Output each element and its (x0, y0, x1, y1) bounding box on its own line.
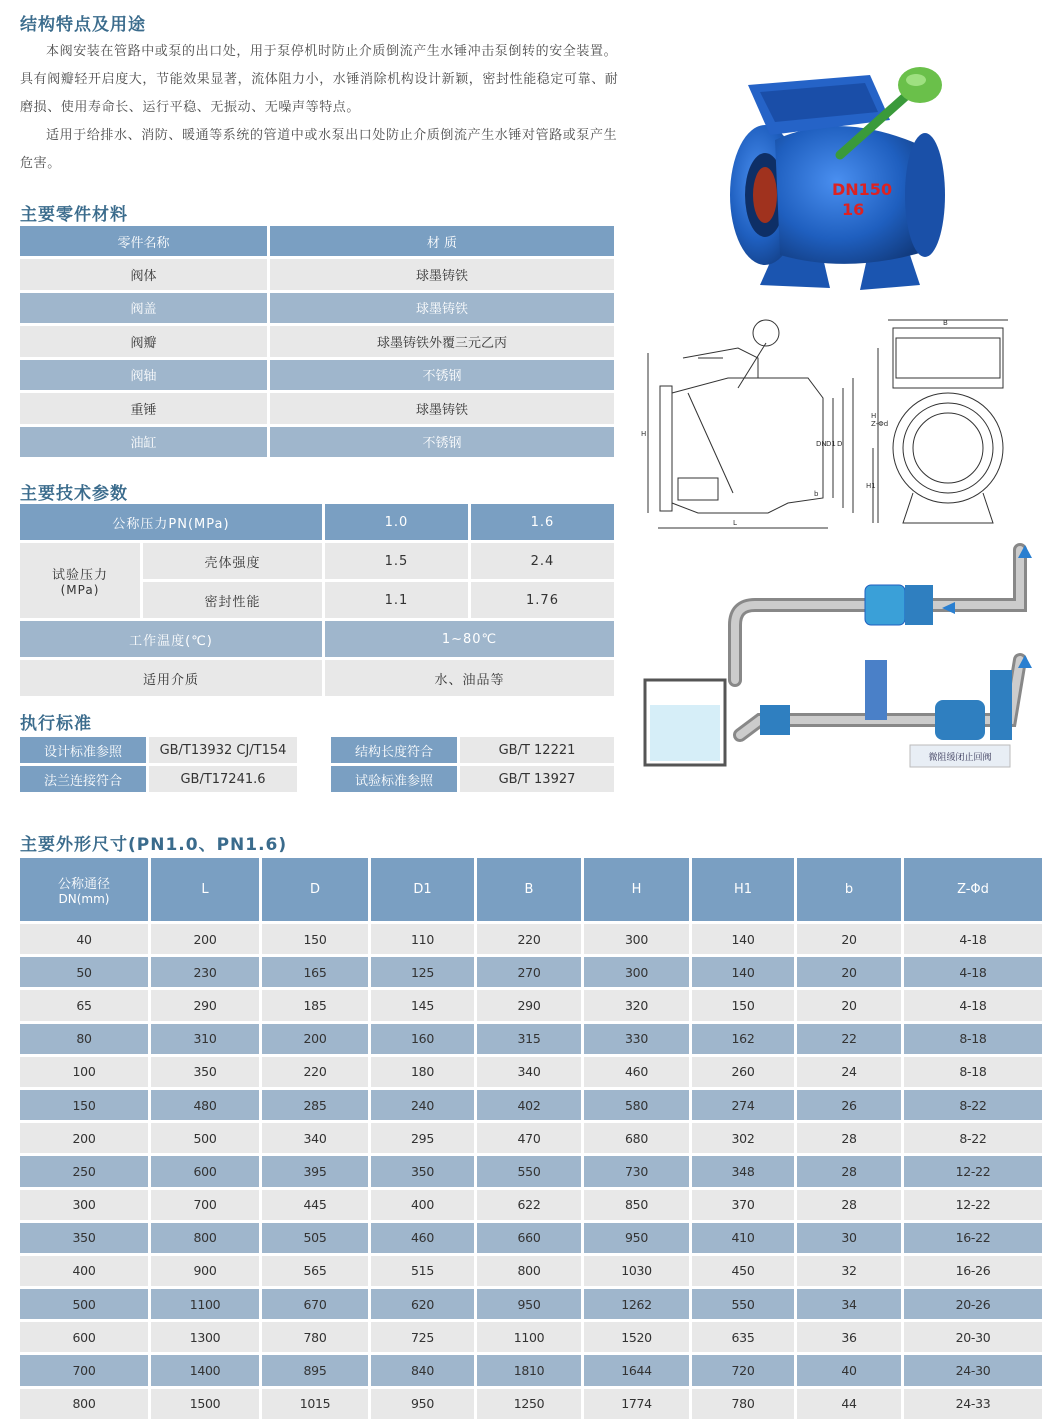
valve-marking-pn: 16 (842, 200, 865, 219)
standards-table (17, 734, 617, 795)
dims-cell: 1644 (584, 1355, 689, 1385)
tech-medium-label: 适用介质 (20, 660, 322, 696)
dims-cell: 140 (692, 924, 794, 954)
dims-cell: 1262 (584, 1289, 689, 1319)
dims-cell: 580 (584, 1090, 689, 1120)
dims-cell: 800 (20, 1389, 148, 1419)
dims-cell: 1774 (584, 1389, 689, 1419)
dims-cell: 8-22 (904, 1090, 1042, 1120)
valve-photo (720, 60, 960, 310)
dims-cell: 622 (477, 1190, 581, 1220)
material-value: 不锈钢 (270, 427, 614, 458)
intro-paragraph-1: 本阀安装在管路中或泵的出口处，用于泵停机时防止介质倒流产生水锤冲击泵倒转的安全装置。具有阀瓣轻开启度大，节能效果显著，流体阻力小，水锤消除机构设计新颖，密封性能稳定可靠、耐磨损、使用寿命长、运行平稳、无振动、无噪声等特点。 (20, 44, 619, 115)
dims-cell: 8-18 (904, 1057, 1042, 1087)
dims-cell: 680 (584, 1123, 689, 1153)
dims-cell: 720 (692, 1355, 794, 1385)
dims-cell: 620 (371, 1289, 474, 1319)
tech-temp-value: 1~80℃ (325, 621, 614, 657)
dims-cell: 80 (20, 1024, 148, 1054)
installation-diagram (640, 540, 1050, 780)
dims-header: b (797, 858, 901, 921)
drawing-label-d1: D1 (826, 440, 836, 448)
dims-cell: 330 (584, 1024, 689, 1054)
dims-cell: 400 (371, 1190, 474, 1220)
dims-cell: 20 (797, 957, 901, 987)
dims-cell: 20-30 (904, 1322, 1042, 1352)
drawing-label-z: Z-Φd (871, 420, 889, 428)
dims-header: H1 (692, 858, 794, 921)
dims-body (20, 924, 1042, 1419)
dims-cell: 20 (797, 990, 901, 1020)
dims-cell: 600 (20, 1322, 148, 1352)
dims-cell: 200 (20, 1123, 148, 1153)
dims-cell: 565 (262, 1256, 368, 1286)
dims-cell: 290 (151, 990, 259, 1020)
dims-cell: 840 (371, 1355, 474, 1385)
dims-cell: 635 (692, 1322, 794, 1352)
dims-cell: 140 (692, 957, 794, 987)
table-row (20, 1190, 1042, 1220)
dims-cell: 470 (477, 1123, 581, 1153)
dims-cell: 28 (797, 1123, 901, 1153)
drawing-label-h1: H1 (866, 482, 876, 490)
dims-cell: 26 (797, 1090, 901, 1120)
dims-cell: 950 (584, 1223, 689, 1253)
material-part: 油缸 (20, 427, 267, 458)
table-row (20, 1223, 1042, 1253)
dims-cell: 1100 (477, 1322, 581, 1352)
dims-header-dn (20, 858, 148, 921)
dims-cell: 1520 (584, 1322, 689, 1352)
dims-cell: 395 (262, 1156, 368, 1186)
dims-cell: 44 (797, 1389, 901, 1419)
dims-cell: 350 (151, 1057, 259, 1087)
dims-cell: 150 (20, 1090, 148, 1120)
tech-test-label-text: 试验压力 (51, 568, 108, 583)
dims-cell: 24-33 (904, 1389, 1042, 1419)
drawing-label-dn: DN (816, 440, 827, 448)
dims-cell: 1030 (584, 1256, 689, 1286)
materials-header-material: 材 质 (270, 226, 614, 256)
dims-cell: 480 (151, 1090, 259, 1120)
dims-cell: 24 (797, 1057, 901, 1087)
dims-cell: 800 (477, 1256, 581, 1286)
dims-cell: 270 (477, 957, 581, 987)
dims-cell: 150 (262, 924, 368, 954)
tech-seal-label: 密封性能 (143, 582, 322, 618)
dims-cell: 40 (797, 1355, 901, 1385)
dims-cell: 670 (262, 1289, 368, 1319)
std-flange-label: 法兰连接符合 (20, 766, 146, 792)
std-design-label: 设计标准参照 (20, 737, 146, 763)
dims-cell: 22 (797, 1024, 901, 1054)
dims-cell: 460 (371, 1223, 474, 1253)
dims-cell: 302 (692, 1123, 794, 1153)
dims-cell: 320 (584, 990, 689, 1020)
std-design-value: GB/T13932 CJ/T154 (149, 737, 297, 763)
materials-header-name: 零件名称 (20, 226, 267, 256)
dims-cell: 8-22 (904, 1123, 1042, 1153)
dims-cell: 28 (797, 1156, 901, 1186)
std-length-label: 结构长度符合 (331, 737, 457, 763)
table-row (20, 1389, 1042, 1419)
dims-cell: 220 (477, 924, 581, 954)
dims-cell: 160 (371, 1024, 474, 1054)
dims-cell: 240 (371, 1090, 474, 1120)
table-row (20, 1123, 1042, 1153)
dims-cell: 110 (371, 924, 474, 954)
valve-marking-dn: DN150 (832, 180, 893, 199)
dims-cell: 34 (797, 1289, 901, 1319)
dims-cell: 310 (151, 1024, 259, 1054)
dims-cell: 125 (371, 957, 474, 987)
dims-cell: 65 (20, 990, 148, 1020)
dims-cell: 295 (371, 1123, 474, 1153)
dims-cell: 4-18 (904, 924, 1042, 954)
dims-cell: 950 (371, 1389, 474, 1419)
tech-table (17, 501, 617, 699)
dims-cell: 500 (151, 1123, 259, 1153)
materials-title: 主要零件材料 (20, 205, 128, 225)
dims-cell: 340 (477, 1057, 581, 1087)
dims-cell: 1300 (151, 1322, 259, 1352)
material-value: 球墨铸铁外覆三元乙丙 (270, 326, 614, 357)
dims-cell: 1500 (151, 1389, 259, 1419)
material-part: 阀盖 (20, 293, 267, 324)
dims-cell: 780 (692, 1389, 794, 1419)
dims-cell: 260 (692, 1057, 794, 1087)
dims-cell: 12-22 (904, 1156, 1042, 1186)
dims-cell: 410 (692, 1223, 794, 1253)
dims-cell: 340 (262, 1123, 368, 1153)
dims-cell: 162 (692, 1024, 794, 1054)
dims-cell: 550 (477, 1156, 581, 1186)
dims-cell: 800 (151, 1223, 259, 1253)
dims-cell: 274 (692, 1090, 794, 1120)
table-row (20, 924, 1042, 954)
dims-cell: 315 (477, 1024, 581, 1054)
dims-cell: 28 (797, 1190, 901, 1220)
dims-cell: 725 (371, 1322, 474, 1352)
tech-title: 主要技术参数 (20, 484, 128, 504)
drawing-label-d: D (837, 440, 843, 448)
drawing-label-b: b (814, 490, 819, 498)
dims-cell: 290 (477, 990, 581, 1020)
dims-cell: 550 (692, 1289, 794, 1319)
dims-cell: 700 (20, 1355, 148, 1385)
material-part: 阀瓣 (20, 326, 267, 357)
dims-cell: 300 (584, 924, 689, 954)
dims-cell: 250 (20, 1156, 148, 1186)
dims-cell: 400 (20, 1256, 148, 1286)
dims-cell: 505 (262, 1223, 368, 1253)
dims-cell: 145 (371, 990, 474, 1020)
dims-cell: 300 (584, 957, 689, 987)
dims-cell: 150 (692, 990, 794, 1020)
dims-cell: 1100 (151, 1289, 259, 1319)
intro-text (20, 38, 620, 178)
dims-cell: 1250 (477, 1389, 581, 1419)
tech-seal-2: 1.76 (471, 582, 614, 618)
dims-cell: 1810 (477, 1355, 581, 1385)
dims-cell: 30 (797, 1223, 901, 1253)
drawing-label-h: H (641, 430, 647, 438)
dims-header: B (477, 858, 581, 921)
dims-cell: 285 (262, 1090, 368, 1120)
dims-cell: 402 (477, 1090, 581, 1120)
material-value: 球墨铸铁 (270, 259, 614, 290)
dims-cell: 445 (262, 1190, 368, 1220)
dims-cell: 950 (477, 1289, 581, 1319)
table-row (20, 1256, 1042, 1286)
tech-shell-2: 2.4 (471, 543, 614, 579)
dims-cell: 36 (797, 1322, 901, 1352)
dims-cell: 350 (20, 1223, 148, 1253)
materials-table (17, 223, 617, 460)
dims-cell: 730 (584, 1156, 689, 1186)
dims-cell: 850 (584, 1190, 689, 1220)
technical-drawing (638, 318, 1048, 538)
dims-header: H (584, 858, 689, 921)
dims-cell: 165 (262, 957, 368, 987)
dims-cell: 515 (371, 1256, 474, 1286)
dims-header: D (262, 858, 368, 921)
dims-cell: 895 (262, 1355, 368, 1385)
dims-cell: 450 (692, 1256, 794, 1286)
tech-seal-1: 1.1 (325, 582, 468, 618)
dims-header: Z-Φd (904, 858, 1042, 921)
dims-cell: 600 (151, 1156, 259, 1186)
material-part: 阀轴 (20, 360, 267, 391)
material-value: 不锈钢 (270, 360, 614, 391)
dims-cell: 900 (151, 1256, 259, 1286)
std-length-value: GB/T 12221 (460, 737, 614, 763)
dims-cell: 350 (371, 1156, 474, 1186)
table-row (20, 1355, 1042, 1385)
dims-cell: 4-18 (904, 990, 1042, 1020)
dims-title: 主要外形尺寸(PN1.0、PN1.6) (20, 835, 288, 855)
dims-cell: 500 (20, 1289, 148, 1319)
table-row (20, 1024, 1042, 1054)
table-row (20, 1289, 1042, 1319)
dims-cell: 780 (262, 1322, 368, 1352)
dims-cell: 700 (151, 1190, 259, 1220)
table-row (20, 1156, 1042, 1186)
dims-cell: 460 (584, 1057, 689, 1087)
tech-test-unit: (MPa) (60, 583, 100, 597)
intro-title: 结构特点及用途 (20, 15, 146, 35)
table-row (20, 990, 1042, 1020)
dims-header: L (151, 858, 259, 921)
material-part: 阀体 (20, 259, 267, 290)
dims-cell: 220 (262, 1057, 368, 1087)
dims-cell: 32 (797, 1256, 901, 1286)
table-row (20, 1322, 1042, 1352)
dims-cell: 200 (262, 1024, 368, 1054)
table-row (20, 957, 1042, 987)
dims-cell: 16-26 (904, 1256, 1042, 1286)
dims-cell: 20-26 (904, 1289, 1042, 1319)
tech-temp-label: 工作温度(℃) (20, 621, 322, 657)
dims-cell: 100 (20, 1057, 148, 1087)
dims-cell: 200 (151, 924, 259, 954)
tech-pn-label: 公称压力PN(MPa) (20, 504, 322, 540)
dims-cell: 8-18 (904, 1024, 1042, 1054)
dims-cell: 180 (371, 1057, 474, 1087)
tech-pn-2: 1.6 (471, 504, 614, 540)
standards-title: 执行标准 (20, 714, 92, 734)
dims-cell: 660 (477, 1223, 581, 1253)
drawing-label-h2: H (871, 412, 877, 420)
dims-cell: 300 (20, 1190, 148, 1220)
dims-header-dn-2: DN(mm) (58, 892, 110, 906)
table-row (20, 1090, 1042, 1120)
tech-shell-1: 1.5 (325, 543, 468, 579)
intro-paragraph-2: 适用于给排水、消防、暖通等系统的管道中或水泵出口处防止介质倒流产生水锤对管路或泵产生危害。 (20, 128, 618, 171)
dims-cell: 1015 (262, 1389, 368, 1419)
material-value: 球墨铸铁 (270, 393, 614, 424)
std-test-label: 试验标准参照 (331, 766, 457, 792)
dims-cell: 4-18 (904, 957, 1042, 987)
std-test-value: GB/T 13927 (460, 766, 614, 792)
drawing-label-bw: B (943, 319, 948, 327)
tech-medium-value: 水、油品等 (325, 660, 614, 696)
tech-shell-label: 壳体强度 (143, 543, 322, 579)
install-caption: 微阻缓闭止回阀 (928, 753, 992, 763)
std-flange-value: GB/T17241.6 (149, 766, 297, 792)
dims-cell: 16-22 (904, 1223, 1042, 1253)
dims-header-dn-1: 公称通径 (57, 877, 110, 892)
dims-cell: 370 (692, 1190, 794, 1220)
table-row (20, 1057, 1042, 1087)
dims-cell: 50 (20, 957, 148, 987)
dims-cell: 20 (797, 924, 901, 954)
dims-cell: 230 (151, 957, 259, 987)
dims-cell: 12-22 (904, 1190, 1042, 1220)
dims-cell: 40 (20, 924, 148, 954)
dims-header: D1 (371, 858, 474, 921)
dims-cell: 348 (692, 1156, 794, 1186)
material-value: 球墨铸铁 (270, 293, 614, 324)
tech-pn-1: 1.0 (325, 504, 468, 540)
dims-table (17, 855, 1045, 1422)
dims-cell: 1400 (151, 1355, 259, 1385)
material-part: 重锤 (20, 393, 267, 424)
dims-cell: 24-30 (904, 1355, 1042, 1385)
dims-cell: 185 (262, 990, 368, 1020)
tech-test-label (20, 543, 140, 618)
drawing-label-l: L (733, 519, 737, 527)
